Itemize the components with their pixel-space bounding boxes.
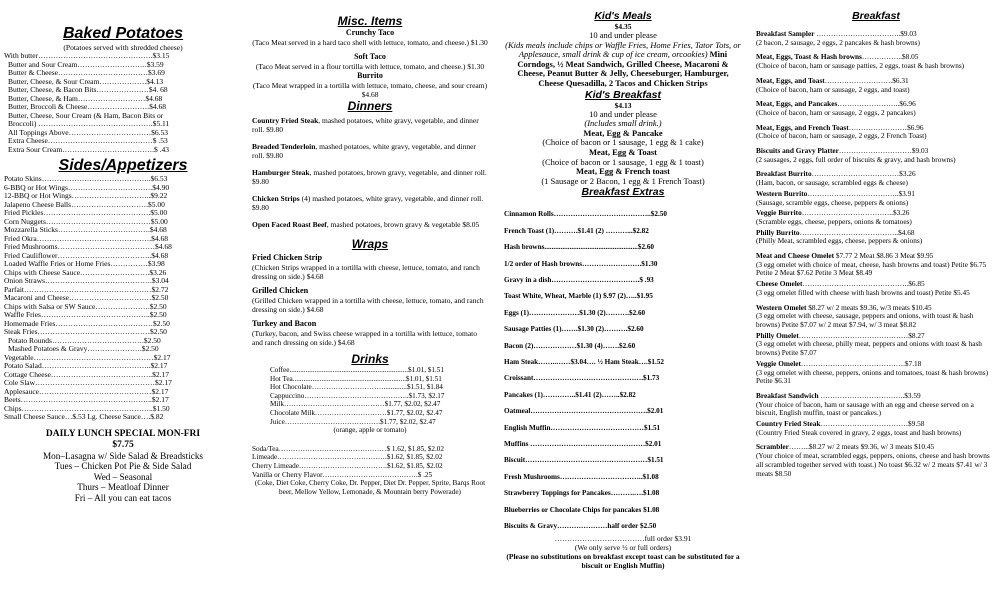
list-item: Potato Rounds……………………………….$2.50	[8, 336, 161, 345]
list-item: 12-BBQ or Hot Wings…………………………..$9.22	[4, 192, 168, 201]
list-item: Biscuits & Gravy…………………half order $2.50	[504, 522, 657, 531]
list-item: Gravy in a dish……………………………….$ .93	[504, 275, 654, 284]
misc-item-desc: (Taco Meat wrapped in a tortilla with lettuce, tomato, cheese, and sour cream) $4.68	[252, 81, 488, 99]
list-item: Ham Steak……..……$3.04…. ½ Ham Steak….$1.52	[504, 357, 664, 366]
wraps-header: Wraps	[351, 237, 389, 251]
list-item: Cottage Cheese…………………………………..$2.17	[4, 370, 169, 379]
breakfast-item: Philly Burrito…………………………………..$4.68 (Philly Meat, scrambled eggs, cheese, peppers & onions)	[756, 227, 923, 246]
list-item: Beets……………………………………………..$2.17	[4, 396, 169, 405]
drink-line: Hot Chocolate………………………….............$1.51, $1.84	[270, 383, 443, 392]
wrap-desc: (Chicken Strips wrapped in a tortilla with cheese, lettuce, tomato, and ranch dressing on side.) $4.68	[252, 263, 480, 281]
wrap-desc: (Turkey, bacon, and Swiss cheese wrapped in a tortilla with lettuce, tomato and ranch dressing on side.) $4.68	[252, 329, 478, 347]
list-item: Mozzarella Sticks……………………………….$4.68	[4, 226, 167, 235]
list-item: Oatmeal………………………………………….$2.01	[504, 407, 664, 416]
list-item: English Muffin…………………………………$1.51	[504, 423, 661, 432]
list-item: Homemade Fries…………………………………$2.50	[4, 319, 170, 328]
wrap-title: Turkey and Bacon	[252, 319, 317, 328]
list-item: All Toppings Above……………………………$6.53	[8, 128, 168, 137]
kids-breakfast-item: Meat, Egg & French toast	[575, 166, 671, 177]
kids-breakfast-price: $4.13	[614, 100, 632, 110]
list-item: Fried Cauliflower………………………………..$4.68	[4, 251, 169, 260]
baked-potatoes-header: Baked Potatoes	[62, 25, 184, 42]
breakfast-extras-header: Breakfast Extras	[581, 186, 665, 199]
list-item: Steak Fries………………………………………$2.50	[4, 328, 167, 337]
drink-line: Juice………………………………….$1.77, $2.02, $2.47	[270, 417, 436, 426]
list-item: Extra Sour Cream……………………………….$ .43	[8, 145, 170, 154]
soda-line: Soda/Tea………………………………………$ 1.62, $1.85, $2.02	[252, 444, 444, 453]
breakfast-item: Breakfast Burrito………………………………$3.26 (Ham, bacon, or sausage, scrambled eggs & cheese)	[756, 169, 916, 188]
breakfast-item: Meat, Eggs, Toast & Hash browns……………..$8.05 (Choice of bacon, ham or sausage patties, 2 eggs, toast & hash browns)	[756, 52, 965, 71]
breakfast-item: Breakfast Sampler ……………………………..$9.03 (2 bacon, 2 sausage, 2 eggs, 2 pancakes & hash browns)	[756, 29, 920, 47]
list-item: Biscuit……………………………………………$1.51	[504, 456, 664, 465]
kids-meals-header: Kid's Meals	[594, 10, 652, 22]
dinner-item: Breaded Tenderloin, mashed potatoes, white gravy, vegetable, and dinner roll. $9.80	[252, 142, 476, 160]
breakfast-item: Breakfast Sandwich ……………………………..$3.59 (Your choice of bacon, ham or sausage with an egg and cheese served on a biscuit, English muffin, toast or pancakes.)	[756, 390, 974, 418]
soda-line: Cherry Limeade……………………………….$1.62, $1.85, $2.02	[252, 461, 443, 470]
breakfast-item: Meat, Eggs, and Pancakes……………………..$6.96 (Choice of bacon, ham or sausage, 2 eggs, 2 pancakes)	[756, 99, 916, 117]
list-item: Applesauce………………………………………$2.17	[4, 387, 169, 396]
list-item: Fried Mushrooms…………………………………$4.68	[4, 243, 172, 252]
breakfast-item: Veggie Burrito………………………………..$3.26 (Scramble eggs, cheese, peppers, onions & tomatoes)	[756, 208, 912, 226]
kids-meals-price: $4.35	[614, 22, 632, 31]
list-item: Chips……………………………………………..$1.50	[4, 404, 170, 413]
misc-item-desc: (Taco Meat served in a flour tortilla with lettuce, tomato, and cheese.) $1.30	[255, 62, 485, 71]
lunch-special-price: $7.75	[112, 439, 134, 450]
kids-breakfast-note: (Includes small drink.)	[584, 118, 662, 129]
kids-meals-note: (Kids meals include chips or Waffle Fries, Home Fries, Tator Tots, or Applesauce, small drink & cup of ice cream, orcookies) Mini Corndogs, ½ Meat Sandwich, Grilled Cheese, Macaroni & Cheese, Peanut Butter & Jelly, Cheeseburger, Hamburger, Cheese Quesadilla, 2 Tacos and Chicken Strips	[505, 39, 741, 88]
breakfast-item: Country Fried Steak………………………………$9.58 (Country Fried Steak covered in gravy, 2 eggs, toast and hash browns)	[756, 419, 962, 437]
list-item: Croissant……………………………………….$1.73	[504, 374, 660, 383]
list-item: Butter, Cheese, Sour Cream (& Ham, Bacon Bits or	[8, 111, 164, 120]
wrap-title: Fried Chicken Strip	[252, 253, 323, 262]
lunch-day: Wed – Seasonal	[93, 471, 153, 482]
list-item: Muffins …………………………………………$2.01	[504, 440, 662, 448]
list-item: Potato Skins……………………………………..$6.53	[4, 175, 168, 184]
column-3	[504, 0, 742, 607]
list-item: Loaded Waffle Fries or Home Fries……………$3.98	[4, 260, 165, 269]
list-item: Small Cheese Sauce…$.53 Lg. Cheese Sauce….$.82	[4, 413, 164, 422]
wrap-title: Grilled Chicken	[252, 286, 309, 295]
lunch-day: Mon–Lasagna w/ Side Salad & Breadsticks	[43, 450, 203, 461]
list-item: Cinnamon Rolls…………………………………..$2.50	[504, 210, 667, 219]
column-1	[4, 0, 242, 607]
soda-line: Vanilla or Cherry Flavor………………………………….$ .25	[252, 470, 433, 479]
list-item: Chips with Cheese Sauce……………………….$3.26	[4, 268, 167, 277]
list-item: 1/2 order of Hash browns…………………….$1.30	[504, 259, 658, 268]
list-item: Jalapeno Cheese Balls………………………….$5.00	[4, 200, 165, 209]
kids-breakfast-header: Kid's Breakfast	[584, 88, 662, 101]
kids-breakfast-item: Meat, Egg & Toast	[589, 146, 657, 157]
breakfast-item: Meat and Cheese Omelet $7.77 2 Meat $8.86 3 Meat $9.95 (3 egg omelet with choice of meat, cheese, hash browns and toast) Petite $6.75 Petite 2 Meat $7.62 Petite 3 Meat $8.49	[756, 251, 987, 278]
list-item: Bacon (2)………………$1.30 (4)…….$2.60	[504, 341, 636, 350]
breakfast-extras-list	[504, 206, 742, 534]
list-item: Butter, Broccoli & Cheese…………………….$4.68	[8, 103, 167, 112]
list-item: Mashed Potatoes & Gravy………………….$2.50	[8, 345, 159, 354]
misc-item-title: Soft Taco	[354, 52, 386, 61]
list-item: French Toast (1)……….$1.41 (2) ………...$2.82	[504, 226, 649, 235]
list-item: Cole Slaw…………………………………………$2.17	[4, 379, 172, 388]
kids-breakfast-age: 10 and under please	[589, 108, 657, 119]
list-item: Corn Nuggets……………………………………$5.00	[4, 217, 168, 226]
dinner-item: Hamburger Steak, mashed potatoes, brown gravy, vegetable, and dinner roll. $9.80	[252, 168, 487, 186]
drink-line: Cappuccino……………………………………..$1.73, $2.17	[270, 391, 445, 400]
list-item: Blueberries or Chocolate Chips for pancakes $1.08	[504, 505, 660, 514]
breakfast-item: Cheese Omelet……………………………………..$6.85 (3 egg omelet filled with cheese with hash browns and toast) Petite $5.45	[756, 279, 970, 297]
list-item: 6-BBQ or Hot Wings…………………………….$4.90	[4, 183, 170, 192]
list-item: Toast White, Wheat, Marble (1) $.97 (2)…..$1.95	[504, 292, 653, 301]
list-item: Pancakes (1)…………..$1.41 (2)……..$2.82	[504, 390, 636, 399]
dinner-item: Chicken Strips (4) mashed potatoes, white gravy, vegetable, and dinner roll. $9.80	[252, 194, 484, 212]
list-item: Butter and Sour Cream……………………….$3.59	[8, 60, 164, 69]
substitution-note: (Please no substitutions on breakfast except toast can be substituted for a biscuit or English Muffin)	[506, 552, 740, 571]
list-item: Extra Cheese……………………………………$ .53	[8, 137, 168, 146]
breakfast-header: Breakfast	[852, 10, 900, 22]
misc-item-title: Burrito	[357, 71, 383, 80]
list-item: Macaroni and Cheese……………………………$2.50	[4, 294, 169, 303]
breakfast-item: Meat, Eggs, and Toast……………………….$6.31 (Choice of bacon, ham or sausage, 2 eggs, and toast)	[756, 75, 910, 94]
list-item: Parfait……………………………………………$2.72	[4, 285, 169, 294]
breakfast-item: Western Omelet $8.27 w/ 2 meats $9.36, w/3 meats $10.45 (3 egg omelet with cheese, sausage, peppers and onions, with toast & hash browns) Petite $7.07 w/ 2 meat $7.94, w/ 3 meat $8.82	[756, 302, 974, 329]
list-item: Onion Straws…………………………………….$3.04	[4, 277, 169, 286]
sides-header: Sides/Appetizers	[58, 157, 188, 175]
breakfast-item: Veggie Omelet…………………………………….$7.18 (3 egg omelet with cheese, peppers, onions and tomatoes, toast & hash browns) Petite $6.31	[756, 358, 989, 386]
baked-potatoes-list	[4, 52, 242, 154]
kids-breakfast-item: Meat, Egg & Pancake	[583, 127, 663, 138]
soda-note: (Coke, Diet Coke, Cherry Coke, Dr. Pepper, Diet Dr. Pepper, Sprite, Barqs Root beer, Mellow Yellow, Lemonade, & Mountain berry Powerade)	[254, 479, 486, 496]
full-order-line: ………………………………full order $3.91	[554, 534, 692, 544]
list-item: Sausage Patties (1)…….$1.30 (2)……….$2.60	[504, 325, 644, 334]
dinner-item: Country Fried Steak, mashed potatoes, white gravy, vegetable, and dinner roll. $9.80	[252, 116, 479, 134]
list-item: Strawberry Toppings for Pancakes……….….$1.08	[504, 489, 660, 498]
drinks-header: Drinks	[351, 352, 389, 366]
kids-breakfast-desc: (Choice of bacon or 1 sausage, 1 egg & 1 toast)	[542, 156, 704, 167]
list-item: Butter, Cheese, & Bacon Bits…………………$4. 68	[8, 86, 168, 95]
misc-header: Misc. Items	[337, 14, 403, 28]
breakfast-item: Scrambler……...$8.27 w/ 2 meats $9.36, w/ 3 meats $10.45 (Your choice of meat, scrambled eggs, peppers, onions, cheese and hash browns all scrambled together served with toast.) No toast $6.32 w/ 2 meats $7.41 w/ 3 meats $8.50	[756, 442, 990, 478]
order-size-note: (We only serve ½ or full orders)	[574, 543, 672, 553]
drink-line: Milk……………………………………$1.77, $2.02, $2.47	[270, 400, 441, 409]
kids-meals-age: 10 and under please	[589, 30, 657, 40]
drink-line: Hot Tea...............................................................$1.01, $1.51	[270, 374, 442, 383]
misc-item-title: Crunchy Taco	[345, 28, 395, 37]
baked-potatoes-subtitle: (Potatoes served with shredded cheese)	[63, 43, 183, 52]
kids-breakfast-desc: (Choice of bacon or 1 sausage, 1 egg & 1 cake)	[542, 137, 704, 148]
list-item: Chips with Salsa or SW Sauce………………….$2.50	[4, 302, 167, 311]
dinner-item: Open Faced Roast Beef, mashed potatoes, brown gravy & vegetable $8.05	[252, 220, 480, 229]
wrap-desc: (Grilled Chicken wrapped in a tortilla with cheese, lettuce, tomato, and ranch dressing on side.) $4.68	[252, 296, 484, 314]
breakfast-item: Western Burrito………………………………..$3.91 (Sausage, scramble eggs, cheese, peppers & onions)	[756, 188, 915, 207]
lunch-day: Fri – All you can eat tacos	[74, 493, 172, 504]
breakfast-item: Meat, Eggs, and French Toast……………………$6.96 (Choice of bacon, ham or sausage, 2 eggs, 2 French Toast)	[756, 122, 927, 141]
list-item: Butter, Cheese, & Sour Cream……………….$4.13	[8, 77, 164, 86]
dinners-header: Dinners	[347, 99, 393, 113]
list-item: Fresh Mushrooms……………………………..$1.08	[504, 472, 659, 481]
column-4	[756, 0, 996, 607]
list-item: Vegetable…………………………………………$2.17	[4, 353, 171, 362]
lunch-day: Thurs – Meatloaf Dinner	[77, 482, 169, 493]
juice-note: (orange, apple or tomato)	[333, 426, 407, 435]
list-item: Potato Salad……………………………………..$2.17	[4, 362, 168, 371]
list-item: Butter & Cheese………………………………$3.69	[8, 69, 165, 78]
breakfast-item: Philly Omelet………………………………………$8.27 (3 egg omelet with cheese, philly meat, peppers and onions with toast & hash browns) Petite $7.07	[756, 330, 982, 358]
soda-line: Limeade……………………………………….$1.62, $1.85, $2.02	[252, 453, 443, 462]
kids-breakfast-desc: (1 Sausage or 2 Bacon, 1 egg & 1 French Toast)	[541, 175, 705, 186]
lunch-day: Tues – Chicken Pot Pie & Side Salad	[54, 461, 192, 472]
list-item: Fried Pickles…………………………………….$5.00	[4, 209, 168, 218]
list-item: Fried Okra……………………………………….$4.68	[4, 234, 168, 243]
list-item: Eggs (1)…………………$1.30 (2)……….$2.60	[504, 308, 646, 317]
sides-list	[4, 175, 242, 422]
list-item: With butter……………………………………….$3.15	[4, 52, 170, 61]
drink-line: Chocolate Milk…………………………$1.77, $2.02, $2.47	[270, 408, 443, 417]
breakfast-item: Biscuits and Gravy Platter…………………………$9.03 (2 sausages, 2 eggs, full order of biscuits & gravy, and hash browns)	[756, 146, 956, 164]
column-2	[252, 0, 488, 607]
list-item: Broccoli) ……………………………………….$5.11	[8, 120, 170, 129]
lunch-special-title: DAILY LUNCH SPECIAL MON-FRI	[45, 428, 201, 439]
misc-item-desc: (Taco Meat served in a hard taco shell with lettuce, tomato, and cheese.) $1.30	[252, 38, 488, 47]
list-item: Butter, Cheese, & Ham………………………$4.68	[8, 94, 163, 103]
drink-line: Coffee..................................................................$1.01, $1.51	[270, 366, 444, 374]
list-item: Hash browns....................................................$2.60	[504, 243, 655, 252]
list-item: Waffle Fries……………………………………..$2.50	[4, 311, 167, 320]
